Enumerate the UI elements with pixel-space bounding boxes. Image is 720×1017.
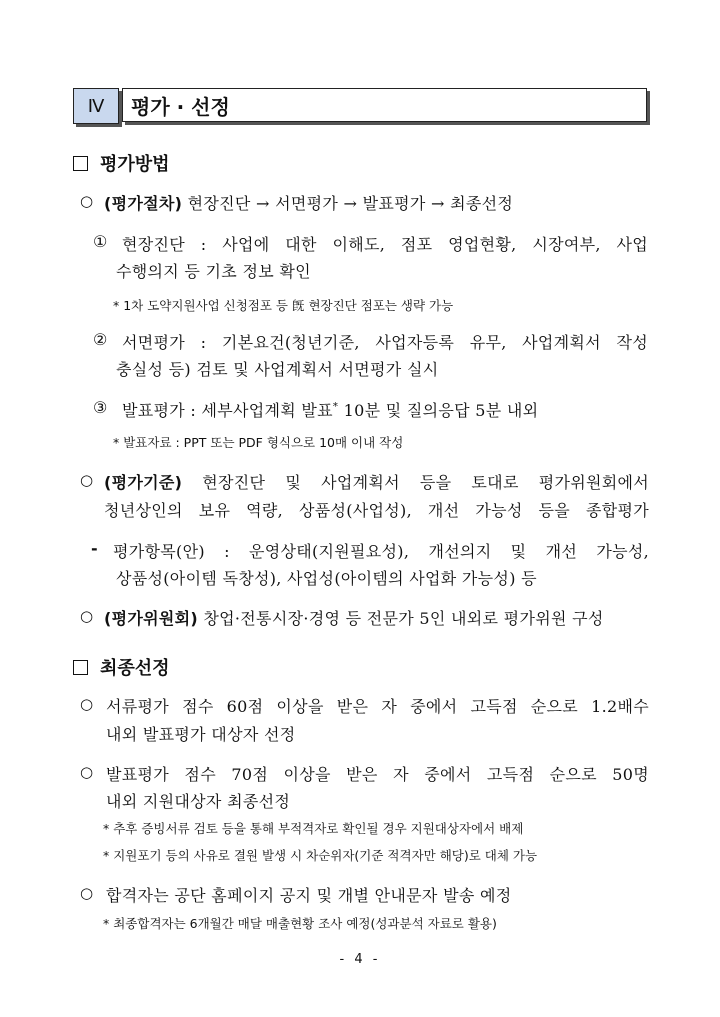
final-b2-bullet (80, 762, 93, 781)
step2-number: ② (93, 330, 108, 349)
step3-note: * 발표자료 : PPT 또는 PDF 형식으로 10매 이내 작성 (113, 435, 404, 450)
step3-text-a: 발표평가 : 세부사업계획 발표 (122, 401, 333, 420)
step3-line (122, 398, 538, 421)
criteria-label: (평가기준) (104, 473, 183, 492)
circle-bullet-icon: ○ (80, 763, 94, 781)
circle-bullet-icon: ○ (80, 884, 94, 902)
final-b1-bullet (80, 694, 93, 713)
final-b1-line2: 내외 발표평가 대상자 선정 (106, 725, 296, 744)
final-b2-line2: 내외 지원대상자 최종선정 (106, 792, 291, 811)
step1-line1: 현장진단 : 사업에 대한 이해도, 점포 영업현황, 시장여부, 사업 (122, 235, 648, 254)
committee-text: 창업·전통시장·경영 등 전문가 5인 내외로 평가위원 구성 (203, 609, 604, 628)
step2-line2: 충실성 등) 검토 및 사업계획서 서면평가 실시 (116, 360, 439, 379)
criteria-text: 현장진단 및 사업계획서 등을 토대로 평가위원회에서 (202, 473, 650, 492)
step1-note: * 1차 도약지원사업 신청점포 등 旣 현장진단 점포는 생략 가능 (113, 298, 454, 313)
step3-number: ③ (93, 398, 108, 417)
final-b2-note1: * 추후 증빙서류 검토 등을 통해 부적격자로 확인될 경우 지원대상자에서 배제 (103, 821, 524, 836)
section-title-box (122, 88, 647, 122)
step3-footnote-mark: * (332, 401, 339, 413)
process-label: (평가절차) (104, 194, 183, 213)
criteria-line2: 청년상인의 보유 역량, 상품성(사업성), 개선 가능성 등을 종합평가 (104, 501, 649, 520)
section-number-box (73, 88, 119, 124)
process-text-line (104, 191, 513, 214)
dash-bullet-icon: - (91, 539, 98, 558)
final-b2-note2: * 지원포기 등의 사유로 결원 발생 시 차순위자(기준 적격자만 해당)로 대체 가능 (103, 848, 538, 863)
items-line2: 상품성(아이템 독창성), 사업성(아이템의 사업화 가능성) 등 (116, 569, 537, 588)
committee-bullet (80, 606, 93, 625)
criteria-bullet (80, 470, 93, 489)
heading-evaluation-method-text: 평가방법 (100, 154, 170, 175)
process-text: 현장진단 → 서면평가 → 발표평가 → 최종선정 (187, 194, 514, 213)
heading-final-selection (73, 654, 170, 680)
circle-bullet-icon: ○ (80, 695, 94, 713)
step1-number: ① (93, 232, 108, 251)
page-number: - 4 - (339, 952, 381, 967)
final-b2-line1: 발표평가 점수 70점 이상을 받은 자 중에서 고득점 순으로 50명 (106, 765, 649, 784)
square-bullet-icon (73, 660, 88, 675)
process-line (80, 191, 93, 210)
heading-evaluation-method (73, 150, 170, 176)
square-bullet-icon (73, 156, 88, 171)
committee-line (104, 606, 604, 629)
heading-final-selection-text: 최종선정 (100, 658, 170, 679)
final-b3-bullet (80, 883, 93, 902)
criteria-line1 (104, 470, 649, 493)
section-number: Ⅳ (87, 95, 105, 117)
items-line1: 평가항목(안) : 운영상태(지원필요성), 개선의지 및 개선 가능성, (113, 542, 649, 561)
circle-bullet-icon: ○ (80, 192, 94, 210)
items-dash (91, 539, 98, 558)
step3-text-b: 10분 및 질의응답 5분 내외 (338, 401, 539, 420)
section-title: 평가 · 선정 (131, 94, 230, 119)
final-b3-line1: 합격자는 공단 홈페이지 공지 및 개별 안내문자 발송 예정 (106, 886, 512, 905)
circle-bullet-icon: ○ (80, 607, 94, 625)
circle-bullet-icon: ○ (80, 471, 94, 489)
committee-label: (평가위원회) (104, 609, 199, 628)
final-b1-line1: 서류평가 점수 60점 이상을 받은 자 중에서 고득점 순으로 1.2배수 (106, 697, 649, 716)
final-b3-note: * 최종합격자는 6개월간 매달 매출현황 조사 예정(성과분석 자료로 활용) (103, 916, 497, 931)
step1-line2: 수행의지 등 기초 정보 확인 (116, 262, 311, 281)
step2-line1: 서면평가 : 기본요건(청년기준, 사업자등록 유무, 사업계획서 작성 (122, 333, 648, 352)
